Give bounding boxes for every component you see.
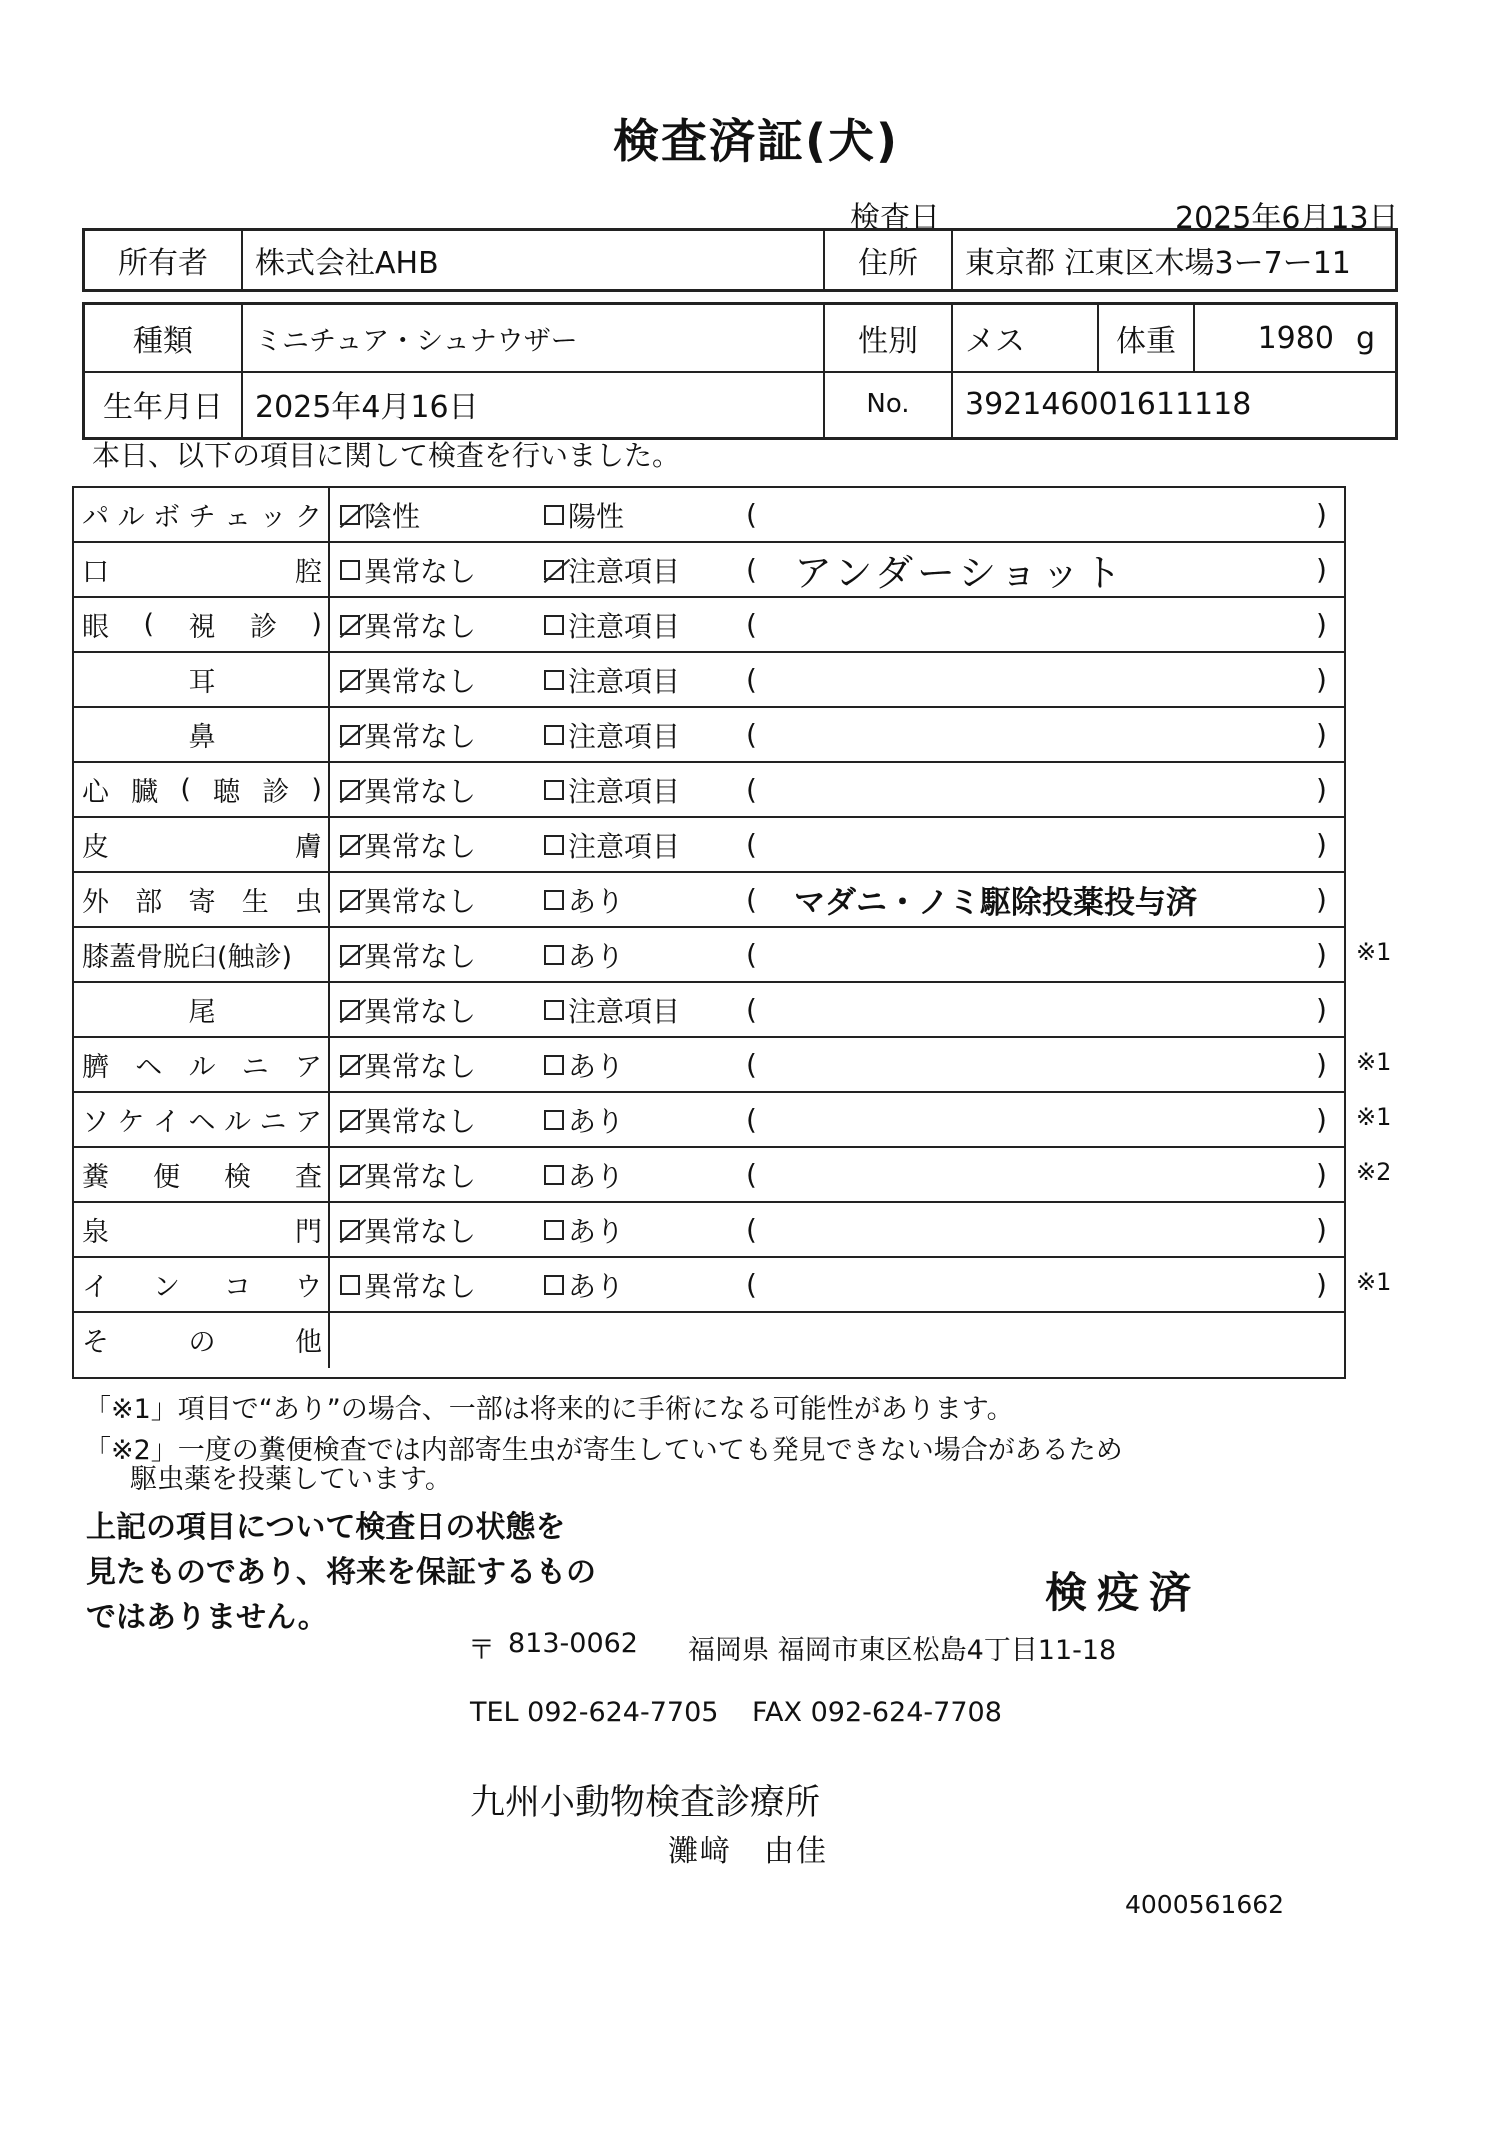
checkbox-icon[interactable] — [544, 890, 564, 910]
exam-item-name-char: 糞 — [82, 1162, 109, 1193]
exam-table — [72, 486, 1346, 1379]
exam-item-name-char: イ — [82, 1272, 109, 1303]
open-paren: ( — [746, 663, 757, 696]
disclaimer-line: 上記の項目について検査日の状態を — [86, 1510, 566, 1545]
inspection-date-label: 検査日 — [850, 201, 940, 236]
footnote-2: 「※2」一度の糞便検査では内部寄生虫が寄生していても発見できない場合があるため — [84, 1435, 1123, 1466]
exam-item-name-char: 外 — [82, 887, 109, 918]
exam-item-name-char: そ — [82, 1327, 109, 1358]
exam-item-name-char: 臍 — [82, 1052, 109, 1083]
postal-code: 813-0062 — [508, 1628, 638, 1659]
checkbox-icon[interactable] — [340, 560, 360, 580]
clinic-person: 灘﨑 由佳 — [668, 1834, 828, 1869]
exam-item-name — [82, 653, 322, 706]
checked-checkbox-icon[interactable] — [340, 945, 360, 965]
open-paren: ( — [746, 1213, 757, 1246]
checkbox-icon[interactable] — [544, 1165, 564, 1185]
exam-row — [74, 708, 1344, 763]
exam-option-label: 注意項目 — [568, 554, 681, 588]
close-paren: ) — [1316, 993, 1327, 1026]
exam-item-name-char: 臓 — [131, 777, 159, 808]
column-divider — [328, 873, 330, 926]
checkbox-icon[interactable] — [544, 615, 564, 635]
exam-item-name-char: ル — [224, 1107, 251, 1138]
exam-option[interactable] — [340, 928, 476, 981]
exam-item-name-char: ボ — [153, 502, 180, 533]
exam-option[interactable] — [544, 763, 680, 816]
exam-option[interactable] — [544, 1203, 624, 1256]
no-label: No. — [825, 371, 953, 437]
exam-option-label: 注意項目 — [568, 664, 681, 698]
exam-option-label: あり — [568, 939, 625, 973]
exam-item-name-char: ウ — [295, 1272, 322, 1303]
close-paren: ) — [1316, 1268, 1327, 1301]
checked-checkbox-icon[interactable] — [340, 615, 360, 635]
exam-item-name-char: 視 — [188, 612, 216, 643]
exam-row — [74, 1148, 1344, 1203]
exam-footnote-mark: ※1 — [1356, 1048, 1392, 1076]
exam-option-label: 異常なし — [364, 774, 477, 808]
close-paren: ) — [1316, 718, 1327, 751]
exam-option[interactable] — [544, 543, 680, 596]
close-paren: ) — [1316, 553, 1327, 586]
exam-option[interactable] — [340, 763, 476, 816]
exam-item-name-char: ル — [188, 1052, 216, 1083]
exam-option[interactable] — [340, 708, 476, 761]
dob-value: 2025年4月16日 — [243, 371, 825, 437]
handwritten-note: アンダーショット — [794, 551, 1126, 595]
column-divider — [328, 708, 330, 761]
owner-label: 所有者 — [85, 231, 243, 289]
exam-option[interactable] — [340, 543, 476, 596]
exam-item-name-char: イ — [153, 1107, 180, 1138]
weight-value: 1980 — [1257, 320, 1334, 356]
checkbox-icon[interactable] — [544, 1220, 564, 1240]
exam-item-name — [82, 763, 322, 816]
exam-item-name-char: パ — [82, 502, 109, 533]
exam-option[interactable] — [340, 1093, 476, 1146]
checked-checkbox-icon[interactable] — [340, 1220, 360, 1240]
open-paren: ( — [746, 773, 757, 806]
exam-row — [74, 1093, 1344, 1148]
weight-cell — [1195, 305, 1395, 371]
column-divider — [328, 1093, 330, 1146]
checked-checkbox-icon[interactable] — [340, 725, 360, 745]
column-divider — [328, 1203, 330, 1256]
exam-item-name-char: ソ — [82, 1107, 109, 1138]
inspection-date: 2025年6月13日 — [1175, 201, 1399, 236]
close-paren: ) — [1316, 1103, 1327, 1136]
clinic-fax: FAX 092-624-7708 — [752, 1697, 1002, 1728]
exam-item-name-char: ン — [153, 1272, 180, 1303]
address-label: 住所 — [825, 231, 953, 289]
open-paren: ( — [746, 553, 757, 586]
intro-text: 本日、以下の項目に関して検査を行いました。 — [92, 439, 681, 472]
sex-value: メス — [953, 305, 1099, 371]
column-divider — [328, 598, 330, 651]
close-paren: ) — [1316, 773, 1327, 806]
exam-option-label: 異常なし — [364, 994, 477, 1028]
column-divider — [328, 1313, 330, 1368]
exam-item-name-char: 診 — [249, 612, 277, 643]
checkbox-icon[interactable] — [544, 725, 564, 745]
exam-item-name-char: 門 — [295, 1217, 322, 1248]
clinic-tel: TEL 092-624-7705 — [470, 1697, 719, 1728]
exam-item-name-char: ) — [311, 774, 322, 805]
exam-row — [74, 928, 1344, 983]
exam-item-name-char: 膝蓋骨脱臼(触診) — [82, 942, 293, 973]
exam-item-name-char: 膚 — [295, 832, 322, 863]
exam-item-name-char: 耳 — [188, 667, 216, 698]
checked-checkbox-icon[interactable] — [340, 1110, 360, 1130]
exam-option[interactable] — [340, 1148, 476, 1201]
exam-row — [74, 1258, 1344, 1313]
checked-checkbox-icon[interactable] — [340, 890, 360, 910]
disclaimer-line: 見たものであり、将来を保証するもの — [86, 1555, 596, 1590]
exam-item-name-char: 皮 — [82, 832, 109, 863]
exam-option[interactable] — [340, 1038, 476, 1091]
checked-checkbox-icon[interactable] — [340, 1165, 360, 1185]
exam-footnote-mark: ※2 — [1356, 1158, 1392, 1186]
exam-item-name — [82, 873, 322, 926]
checked-checkbox-icon[interactable] — [544, 560, 564, 580]
close-paren: ) — [1316, 1213, 1327, 1246]
open-paren: ( — [746, 883, 757, 916]
exam-option-label: 注意項目 — [568, 994, 681, 1028]
column-divider — [328, 543, 330, 596]
close-paren: ) — [1316, 1048, 1327, 1081]
exam-item-name-char: 虫 — [295, 887, 322, 918]
exam-row — [74, 1203, 1344, 1258]
column-divider — [328, 1148, 330, 1201]
exam-option-label: 異常なし — [364, 1269, 477, 1303]
column-divider — [328, 983, 330, 1036]
exam-item-name — [82, 1093, 322, 1146]
exam-option-label: 異常なし — [364, 554, 477, 588]
open-paren: ( — [746, 828, 757, 861]
exam-item-name-char: ッ — [259, 502, 287, 533]
close-paren: ) — [1316, 938, 1327, 971]
checkbox-icon[interactable] — [544, 1000, 564, 1020]
exam-item-name-char: 寄 — [188, 887, 216, 918]
address-value: 東京都 江東区木場3ー7ー11 — [965, 246, 1351, 281]
checkbox-icon[interactable] — [544, 1275, 564, 1295]
exam-row — [74, 1038, 1344, 1093]
weight-label: 体重 — [1099, 305, 1195, 371]
checkbox-icon[interactable] — [544, 670, 564, 690]
exam-item-name-char: 鼻 — [188, 722, 216, 753]
exam-item-name-char: ニ — [241, 1052, 269, 1083]
exam-option[interactable] — [340, 983, 476, 1036]
exam-option[interactable] — [544, 983, 680, 1036]
exam-option[interactable] — [340, 598, 476, 651]
owner-table — [82, 228, 1398, 292]
disclaimer-line: ではありません。 — [86, 1600, 328, 1635]
column-divider — [328, 488, 330, 541]
disclaimer — [86, 1505, 596, 1640]
close-paren: ) — [1316, 498, 1327, 531]
exam-option[interactable] — [340, 1203, 476, 1256]
exam-footnote-mark: ※1 — [1356, 938, 1392, 966]
exam-option[interactable] — [544, 818, 680, 871]
footnote-1: 「※1」項目で“あり”の場合、一部は将来的に手術になる可能性があります。 — [84, 1394, 1014, 1425]
open-paren: ( — [746, 718, 757, 751]
column-divider — [328, 653, 330, 706]
exam-option-label: 異常なし — [364, 829, 477, 863]
postal-mark: 〒 — [468, 1635, 495, 1666]
exam-item-name-char: 診 — [262, 777, 290, 808]
exam-item-name — [82, 598, 322, 651]
document-title: 検査済証(犬) — [612, 114, 900, 168]
open-paren: ( — [746, 1268, 757, 1301]
exam-option-label: 異常なし — [364, 609, 477, 643]
open-paren: ( — [746, 938, 757, 971]
exam-option-label: 異常なし — [364, 664, 477, 698]
checkbox-icon[interactable] — [340, 1275, 360, 1295]
exam-item-name — [82, 488, 322, 541]
exam-option[interactable] — [544, 598, 680, 651]
exam-item-name-char: 生 — [241, 887, 269, 918]
exam-item-name-char: コ — [224, 1272, 251, 1303]
close-paren: ) — [1316, 883, 1327, 916]
exam-item-name-char: ク — [295, 502, 322, 533]
exam-item-name-char: 腔 — [295, 557, 322, 588]
exam-row — [74, 983, 1344, 1038]
exam-option-label: 異常なし — [364, 884, 477, 918]
exam-option[interactable] — [340, 488, 420, 541]
checked-checkbox-icon[interactable] — [340, 505, 360, 525]
exam-item-name-char: の — [188, 1327, 216, 1358]
checkbox-icon[interactable] — [544, 505, 564, 525]
exam-item-name — [82, 818, 322, 871]
exam-item-name-char: ( — [180, 774, 191, 805]
checked-checkbox-icon[interactable] — [340, 1000, 360, 1020]
exam-option[interactable] — [340, 653, 476, 706]
exam-item-name-char: ) — [311, 609, 322, 640]
exam-item-name — [82, 1313, 322, 1366]
exam-item-name-char: 査 — [295, 1162, 322, 1193]
exam-item-name-char: 泉 — [82, 1217, 109, 1248]
checkbox-icon[interactable] — [544, 780, 564, 800]
exam-option[interactable] — [544, 1258, 624, 1311]
exam-item-name — [82, 1148, 322, 1201]
exam-row — [74, 818, 1344, 873]
exam-item-name-char: 心 — [82, 777, 109, 808]
clinic-name: 九州小動物検査診療所 — [470, 1783, 821, 1823]
exam-item-name-char: ケ — [117, 1107, 145, 1138]
exam-item-name-char: 聴 — [213, 777, 241, 808]
checked-checkbox-icon[interactable] — [340, 670, 360, 690]
checked-checkbox-icon[interactable] — [340, 835, 360, 855]
open-paren: ( — [746, 1048, 757, 1081]
exam-row — [74, 1313, 1344, 1368]
exam-option-label: あり — [568, 1049, 625, 1083]
exam-option[interactable] — [544, 1038, 624, 1091]
exam-item-name-char: チ — [188, 502, 216, 533]
open-paren: ( — [746, 498, 757, 531]
exam-option[interactable] — [544, 653, 680, 706]
checked-checkbox-icon[interactable] — [340, 1055, 360, 1075]
exam-option-label: 注意項目 — [568, 609, 681, 643]
exam-option-label: 異常なし — [364, 1159, 477, 1193]
exam-option[interactable] — [544, 873, 624, 926]
exam-row — [74, 763, 1344, 818]
exam-row — [74, 653, 1344, 708]
exam-option[interactable] — [340, 818, 476, 871]
exam-option-label: 注意項目 — [568, 774, 681, 808]
exam-item-name-char: 他 — [295, 1327, 322, 1358]
close-paren: ) — [1316, 608, 1327, 641]
exam-option[interactable] — [544, 488, 624, 541]
exam-item-name — [82, 1258, 322, 1311]
exam-item-name — [82, 1203, 322, 1256]
exam-item-name-char: 便 — [153, 1162, 180, 1193]
footnote-2-cont: 駆虫薬を投薬しています。 — [130, 1464, 452, 1495]
exam-option-label: あり — [568, 1159, 625, 1193]
exam-row — [74, 873, 1344, 928]
checkbox-icon[interactable] — [544, 1055, 564, 1075]
exam-option-label: 陰性 — [364, 499, 421, 533]
exam-option-label: あり — [568, 884, 625, 918]
weight-unit: g — [1355, 320, 1375, 356]
breed-label: 種類 — [85, 305, 243, 371]
exam-item-name — [82, 1038, 322, 1091]
exam-item-name-char: 口 — [82, 557, 109, 588]
quarantine-stamp: 検疫済 — [1045, 1568, 1202, 1617]
checked-checkbox-icon[interactable] — [340, 780, 360, 800]
open-paren: ( — [746, 608, 757, 641]
exam-option[interactable] — [544, 708, 680, 761]
column-divider — [328, 818, 330, 871]
no-value: 392146001611118 — [965, 386, 1252, 422]
exam-item-name — [82, 543, 322, 596]
document-number: 4000561662 — [1125, 1890, 1285, 1919]
open-paren: ( — [746, 993, 757, 1026]
clinic-address: 福岡県 福岡市東区松島4丁目11-18 — [688, 1635, 1117, 1666]
exam-row — [74, 543, 1344, 598]
animal-table — [82, 302, 1398, 440]
exam-footnote-mark: ※1 — [1356, 1268, 1392, 1296]
dob-label: 生年月日 — [85, 371, 243, 437]
exam-item-name-char: ヘ — [188, 1107, 216, 1138]
column-divider — [328, 928, 330, 981]
sex-label: 性別 — [825, 305, 953, 371]
exam-option-label: 陽性 — [568, 499, 625, 533]
close-paren: ) — [1316, 663, 1327, 696]
breed-value: ミニチュア・シュナウザー — [243, 305, 825, 371]
exam-option-label: 異常なし — [364, 1104, 477, 1138]
checkbox-icon[interactable] — [544, 945, 564, 965]
exam-option-label: 異常なし — [364, 1214, 477, 1248]
close-paren: ) — [1316, 828, 1327, 861]
exam-item-name-char: 検 — [224, 1162, 251, 1193]
exam-item-name-char: ヘ — [135, 1052, 163, 1083]
exam-item-name-char: ( — [143, 609, 155, 640]
exam-item-name-char: 尾 — [188, 997, 216, 1028]
exam-option[interactable] — [544, 1148, 624, 1201]
exam-item-name — [82, 708, 322, 761]
open-paren: ( — [746, 1103, 757, 1136]
exam-option-label: あり — [568, 1104, 625, 1138]
exam-item-name-char: 眼 — [82, 612, 109, 643]
exam-option[interactable] — [340, 1258, 476, 1311]
exam-item-name-char: 部 — [135, 887, 163, 918]
column-divider — [328, 1258, 330, 1311]
exam-option[interactable] — [544, 928, 624, 981]
checkbox-icon[interactable] — [544, 1110, 564, 1130]
exam-option-label: 注意項目 — [568, 719, 681, 753]
checkbox-icon[interactable] — [544, 835, 564, 855]
exam-option-label: 異常なし — [364, 1049, 477, 1083]
exam-row — [74, 488, 1344, 543]
exam-option-label: 異常なし — [364, 719, 477, 753]
exam-note: マダニ・ノミ駆除投薬投与済 — [794, 885, 1197, 921]
exam-option[interactable] — [544, 1093, 624, 1146]
exam-footnote-mark: ※1 — [1356, 1103, 1392, 1131]
exam-option[interactable] — [340, 873, 476, 926]
exam-option-label: 異常なし — [364, 939, 477, 973]
column-divider — [328, 763, 330, 816]
exam-row — [74, 598, 1344, 653]
exam-option-label: あり — [568, 1269, 625, 1303]
exam-item-name-char: ル — [117, 502, 145, 533]
column-divider — [328, 1038, 330, 1091]
exam-item-name-char: ア — [295, 1107, 322, 1138]
open-paren: ( — [746, 1158, 757, 1191]
exam-item-name — [82, 983, 322, 1036]
exam-item-name-char: ニ — [259, 1107, 287, 1138]
exam-option-label: あり — [568, 1214, 625, 1248]
exam-item-name-char: ェ — [224, 502, 251, 533]
exam-item-name — [82, 928, 322, 981]
exam-item-name-char: ア — [295, 1052, 322, 1083]
close-paren: ) — [1316, 1158, 1327, 1191]
owner-value: 株式会社AHB — [243, 231, 825, 289]
exam-option-label: 注意項目 — [568, 829, 681, 863]
